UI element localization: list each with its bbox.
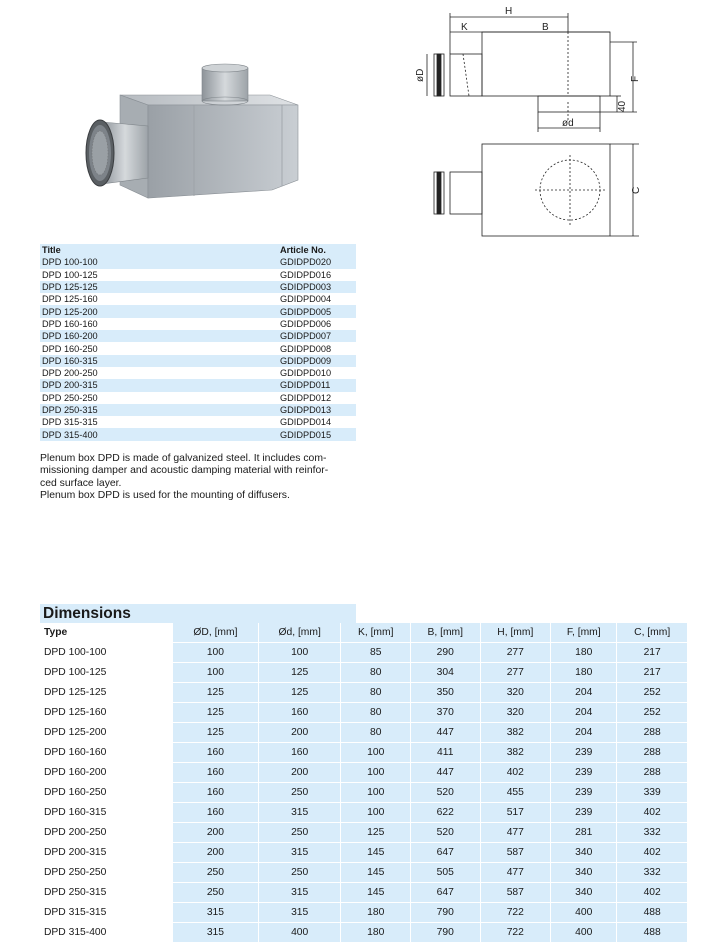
dimensions-value-cell: 250	[258, 862, 341, 882]
table-row	[40, 293, 356, 305]
dim-label-h: H	[505, 6, 513, 17]
article-number-cell: GDIDPD013	[280, 405, 332, 415]
dimensions-value-cell: 125	[172, 702, 258, 722]
dimensions-value-cell: 160	[258, 702, 341, 722]
dimensions-value-cell: 281	[550, 822, 616, 842]
article-title-cell: DPD 160-160	[42, 318, 98, 329]
table-row	[40, 428, 356, 440]
dimensions-type-cell: DPD 315-400	[40, 922, 172, 942]
dimensions-value-cell: 250	[258, 822, 341, 842]
dimensions-value-cell: 277	[480, 642, 551, 662]
dimensions-value-cell: 204	[550, 682, 616, 702]
table-row	[40, 862, 687, 882]
header-article-no: Article No.	[280, 245, 326, 256]
dimensions-value-cell: 370	[410, 702, 480, 722]
dimensions-header-cell: Type	[40, 623, 172, 642]
dimensions-type-cell: DPD 160-160	[40, 742, 172, 762]
article-title-cell: DPD 200-315	[42, 380, 98, 391]
article-number-cell: GDIDPD006	[280, 318, 332, 329]
dimensions-type-cell: DPD 315-315	[40, 902, 172, 922]
table-row	[40, 742, 687, 762]
table-row	[40, 281, 356, 293]
dimensions-value-cell: 80	[340, 702, 410, 722]
dimensions-title: Dimensions	[40, 604, 356, 623]
article-title-cell: DPD 200-250	[42, 368, 98, 379]
table-row	[40, 355, 356, 367]
table-row	[40, 762, 687, 782]
dimensions-value-cell: 304	[410, 662, 480, 682]
table-row	[40, 822, 687, 842]
dimensions-value-cell: 382	[480, 722, 551, 742]
article-number-cell: GDIDPD014	[280, 417, 332, 428]
dimensions-value-cell: 160	[172, 782, 258, 802]
dimensions-value-cell: 200	[172, 822, 258, 842]
article-number-cell: GDIDPD009	[280, 355, 332, 366]
dim-label-k: K	[461, 22, 468, 33]
dimensions-value-cell: 204	[550, 702, 616, 722]
table-row	[40, 922, 687, 942]
dimensions-value-cell: 239	[550, 802, 616, 822]
dimensions-value-cell: 125	[340, 822, 410, 842]
dimensions-value-cell: 288	[616, 722, 687, 742]
dimensions-value-cell: 315	[172, 902, 258, 922]
table-row	[40, 404, 356, 416]
dimensions-value-cell: 252	[616, 682, 687, 702]
dimensions-value-cell: 402	[616, 842, 687, 862]
dimensions-header-cell: Ød, [mm]	[258, 623, 341, 642]
table-row	[40, 662, 687, 682]
article-number-cell: GDIDPD020	[280, 257, 332, 268]
dimensions-value-cell: 517	[480, 802, 551, 822]
dim-label-f: F	[630, 75, 641, 82]
dimensions-value-cell: 80	[340, 722, 410, 742]
dimensions-value-cell: 80	[340, 682, 410, 702]
table-row	[40, 330, 356, 342]
dimensions-value-cell: 100	[340, 762, 410, 782]
dimensions-value-cell: 400	[258, 922, 341, 942]
dimensions-value-cell: 505	[410, 862, 480, 882]
dimensions-value-cell: 239	[550, 782, 616, 802]
table-row	[40, 802, 687, 822]
dimensions-value-cell: 315	[258, 882, 341, 902]
dimensions-value-cell: 200	[258, 762, 341, 782]
dimensions-value-cell: 180	[340, 902, 410, 922]
table-row	[40, 722, 687, 742]
description-line: missioning damper and acoustic damping material with reinfor-	[40, 465, 329, 477]
dimensions-value-cell: 647	[410, 842, 480, 862]
dimensions-type-cell: DPD 160-315	[40, 802, 172, 822]
dimensions-value-cell: 332	[616, 822, 687, 842]
article-title-cell: DPD 315-400	[42, 429, 98, 440]
header-title: Title	[42, 245, 61, 256]
technical-drawing	[405, 2, 705, 242]
dimensions-type-cell: DPD 160-200	[40, 762, 172, 782]
article-number-cell: GDIDPD015	[280, 429, 332, 440]
dimensions-value-cell: 100	[172, 662, 258, 682]
dimensions-header-cell: H, [mm]	[480, 623, 551, 642]
dimensions-value-cell: 125	[172, 682, 258, 702]
description-line: Plenum box DPD is used for the mounting of diffusers.	[40, 490, 290, 502]
dimensions-value-cell: 252	[616, 702, 687, 722]
dimensions-value-cell: 217	[616, 642, 687, 662]
article-title-cell: DPD 160-315	[42, 355, 98, 366]
dim-label-40: 40	[617, 100, 628, 112]
article-number-cell: GDIDPD010	[280, 368, 332, 379]
dimensions-value-cell: 477	[480, 862, 551, 882]
dimensions-value-cell: 200	[172, 842, 258, 862]
dimensions-value-cell: 250	[258, 782, 341, 802]
dimensions-type-cell: DPD 125-160	[40, 702, 172, 722]
dimensions-value-cell: 411	[410, 742, 480, 762]
dimensions-type-cell: DPD 125-200	[40, 722, 172, 742]
article-table	[40, 244, 356, 441]
dimensions-value-cell: 160	[172, 762, 258, 782]
dimensions-value-cell: 239	[550, 742, 616, 762]
table-row	[40, 682, 687, 702]
article-title-cell: DPD 315-315	[42, 417, 98, 428]
dimensions-value-cell: 340	[550, 842, 616, 862]
dimensions-value-cell: 587	[480, 842, 551, 862]
dim-label-small-od: ød	[562, 118, 574, 129]
article-title-cell: DPD 160-200	[42, 331, 98, 342]
product-photo	[72, 60, 312, 210]
dimensions-value-cell: 290	[410, 642, 480, 662]
table-row	[40, 902, 687, 922]
dimensions-type-cell: DPD 125-125	[40, 682, 172, 702]
dimensions-type-cell: DPD 100-125	[40, 662, 172, 682]
dimensions-value-cell: 447	[410, 722, 480, 742]
dimensions-header-cell: F, [mm]	[550, 623, 616, 642]
dimensions-header-cell: C, [mm]	[616, 623, 687, 642]
table-row	[40, 842, 687, 862]
article-table-header	[40, 244, 356, 256]
dimensions-value-cell: 250	[172, 882, 258, 902]
article-title-cell: DPD 250-315	[42, 405, 98, 415]
dimensions-value-cell: 340	[550, 862, 616, 882]
product-description	[40, 453, 356, 503]
dimensions-value-cell: 288	[616, 762, 687, 782]
dimensions-type-cell: DPD 200-250	[40, 822, 172, 842]
dim-label-c: C	[631, 186, 642, 194]
dimensions-value-cell: 125	[258, 662, 341, 682]
dimensions-value-cell: 402	[480, 762, 551, 782]
table-row	[40, 269, 356, 281]
dimensions-value-cell: 647	[410, 882, 480, 902]
dimensions-value-cell: 100	[340, 782, 410, 802]
dimensions-value-cell: 320	[480, 682, 551, 702]
dimensions-value-cell: 160	[258, 742, 341, 762]
dimensions-value-cell: 85	[340, 642, 410, 662]
table-row	[40, 379, 356, 391]
dimensions-value-cell: 200	[258, 722, 341, 742]
dimensions-value-cell: 288	[616, 742, 687, 762]
dimensions-value-cell: 180	[550, 642, 616, 662]
dimensions-type-cell: DPD 250-315	[40, 882, 172, 902]
table-row	[40, 416, 356, 428]
dimensions-value-cell: 315	[258, 802, 341, 822]
dimensions-value-cell: 402	[616, 802, 687, 822]
dimensions-value-cell: 145	[340, 882, 410, 902]
dimensions-value-cell: 125	[258, 682, 341, 702]
dimensions-value-cell: 488	[616, 902, 687, 922]
article-number-cell: GDIDPD008	[280, 343, 332, 354]
dimensions-value-cell: 315	[172, 922, 258, 942]
table-row	[40, 342, 356, 354]
article-title-cell: DPD 125-200	[42, 306, 98, 317]
article-number-cell: GDIDPD003	[280, 282, 332, 293]
dimensions-value-cell: 145	[340, 842, 410, 862]
dimensions-type-cell: DPD 250-250	[40, 862, 172, 882]
dimensions-value-cell: 217	[616, 662, 687, 682]
article-title-cell: DPD 125-160	[42, 294, 98, 305]
dimensions-header-cell: K, [mm]	[340, 623, 410, 642]
table-row	[40, 882, 687, 902]
dimensions-value-cell: 204	[550, 722, 616, 742]
dimensions-value-cell: 587	[480, 882, 551, 902]
dimensions-value-cell: 180	[340, 922, 410, 942]
table-row	[40, 318, 356, 330]
dimensions-value-cell: 350	[410, 682, 480, 702]
dimensions-value-cell: 239	[550, 762, 616, 782]
dimensions-table	[40, 623, 687, 942]
description-line: ced surface layer.	[40, 477, 122, 489]
table-row	[40, 702, 687, 722]
dimensions-header-cell: B, [mm]	[410, 623, 480, 642]
table-row	[40, 305, 356, 317]
dimensions-value-cell: 315	[258, 842, 341, 862]
dimensions-type-cell: DPD 100-100	[40, 642, 172, 662]
dim-label-b: B	[542, 22, 549, 33]
article-number-cell: GDIDPD016	[280, 269, 332, 280]
dimensions-table-header	[40, 623, 687, 642]
dimensions-value-cell: 100	[340, 742, 410, 762]
dimensions-value-cell: 402	[616, 882, 687, 902]
dimensions-value-cell: 790	[410, 902, 480, 922]
article-number-cell: GDIDPD004	[280, 294, 332, 305]
dimensions-value-cell: 520	[410, 782, 480, 802]
article-number-cell: GDIDPD005	[280, 306, 332, 317]
dimensions-value-cell: 400	[550, 922, 616, 942]
dimensions-value-cell: 332	[616, 862, 687, 882]
dimensions-value-cell: 100	[172, 642, 258, 662]
dimensions-table-body	[40, 642, 687, 942]
article-title-cell: DPD 125-125	[42, 282, 98, 293]
article-title-cell: DPD 160-250	[42, 343, 98, 354]
dimensions-value-cell: 180	[550, 662, 616, 682]
dimensions-type-cell: DPD 200-315	[40, 842, 172, 862]
dimensions-value-cell: 80	[340, 662, 410, 682]
dimensions-value-cell: 160	[172, 802, 258, 822]
article-number-cell: GDIDPD007	[280, 331, 332, 342]
dimensions-value-cell: 477	[480, 822, 551, 842]
dim-label-od: øD	[415, 68, 426, 82]
dimensions-value-cell: 160	[172, 742, 258, 762]
dimensions-type-cell: DPD 160-250	[40, 782, 172, 802]
dimensions-value-cell: 340	[550, 882, 616, 902]
dimensions-value-cell: 622	[410, 802, 480, 822]
table-row	[40, 367, 356, 379]
dimensions-value-cell: 455	[480, 782, 551, 802]
article-table-body	[40, 256, 356, 440]
dimensions-value-cell: 447	[410, 762, 480, 782]
dimensions-value-cell: 277	[480, 662, 551, 682]
article-number-cell: GDIDPD011	[280, 380, 331, 391]
dimensions-value-cell: 520	[410, 822, 480, 842]
dimensions-value-cell: 100	[258, 642, 341, 662]
table-row	[40, 642, 687, 662]
dimensions-value-cell: 722	[480, 902, 551, 922]
dimensions-value-cell: 339	[616, 782, 687, 802]
table-row	[40, 256, 356, 268]
table-row	[40, 392, 356, 404]
dimensions-value-cell: 790	[410, 922, 480, 942]
article-title-cell: DPD 250-250	[42, 392, 98, 403]
dimensions-value-cell: 100	[340, 802, 410, 822]
dimensions-value-cell: 488	[616, 922, 687, 942]
table-row	[40, 782, 687, 802]
dimensions-value-cell: 400	[550, 902, 616, 922]
dimensions-value-cell: 315	[258, 902, 341, 922]
description-line: Plenum box DPD is made of galvanized steel. It includes com-	[40, 453, 327, 464]
article-number-cell: GDIDPD012	[280, 392, 332, 403]
article-title-cell: DPD 100-100	[42, 257, 98, 268]
dimensions-value-cell: 145	[340, 862, 410, 882]
dimensions-value-cell: 320	[480, 702, 551, 722]
dimensions-value-cell: 382	[480, 742, 551, 762]
dimensions-value-cell: 722	[480, 922, 551, 942]
dimensions-header-cell: ØD, [mm]	[172, 623, 258, 642]
dimensions-value-cell: 250	[172, 862, 258, 882]
dimensions-value-cell: 125	[172, 722, 258, 742]
article-title-cell: DPD 100-125	[42, 269, 98, 280]
